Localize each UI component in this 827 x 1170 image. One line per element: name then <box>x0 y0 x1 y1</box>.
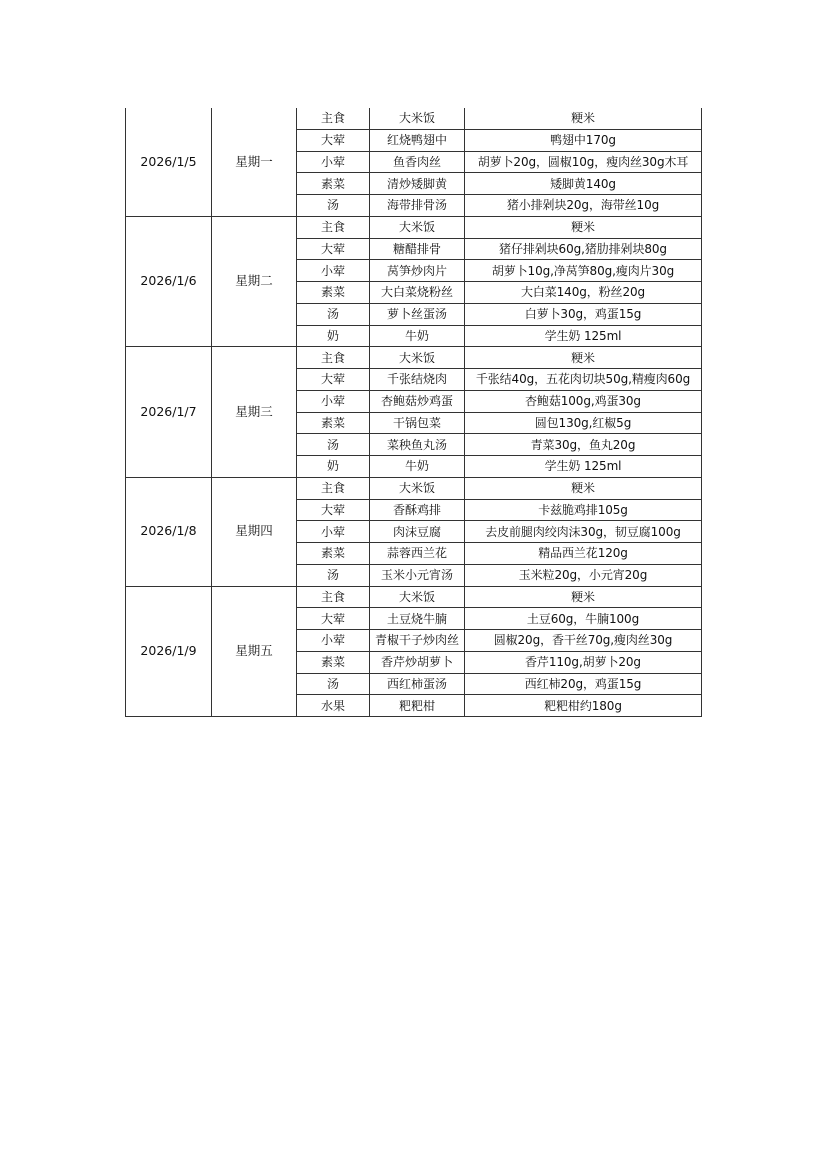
category-cell: 汤 <box>297 195 370 217</box>
menu-row <box>126 347 702 369</box>
category-cell: 奶 <box>297 325 370 347</box>
dish-cell: 大米饭 <box>370 108 465 129</box>
category-cell: 汤 <box>297 673 370 695</box>
category-cell: 主食 <box>297 108 370 129</box>
dish-cell: 清炒矮脚黄 <box>370 173 465 195</box>
category-cell: 汤 <box>297 303 370 325</box>
category-cell: 素菜 <box>297 412 370 434</box>
ingredient-detail-cell: 粳米 <box>465 216 702 238</box>
dish-cell: 香酥鸡排 <box>370 499 465 521</box>
ingredient-detail-cell: 矮脚黄140g <box>465 173 702 195</box>
ingredient-detail-cell: 土豆60g，牛腩100g <box>465 608 702 630</box>
category-cell: 素菜 <box>297 651 370 673</box>
ingredient-detail-cell: 粳米 <box>465 108 702 129</box>
category-cell: 素菜 <box>297 282 370 304</box>
ingredient-detail-cell: 白萝卜30g，鸡蛋15g <box>465 303 702 325</box>
ingredient-detail-cell: 千张结40g，五花肉切块50g,精瘦肉60g <box>465 369 702 391</box>
category-cell: 主食 <box>297 477 370 499</box>
category-cell: 大荤 <box>297 499 370 521</box>
ingredient-detail-cell: 西红柿20g，鸡蛋15g <box>465 673 702 695</box>
dish-cell: 大米饭 <box>370 347 465 369</box>
ingredient-detail-cell: 鸭翅中170g <box>465 129 702 151</box>
category-cell: 主食 <box>297 216 370 238</box>
category-cell: 大荤 <box>297 238 370 260</box>
dish-cell: 肉沫豆腐 <box>370 521 465 543</box>
ingredient-detail-cell: 杏鲍菇100g,鸡蛋30g <box>465 390 702 412</box>
category-cell: 大荤 <box>297 369 370 391</box>
dish-cell: 牛奶 <box>370 325 465 347</box>
date-cell: 2026/1/8 <box>126 477 212 586</box>
weekday-cell: 星期二 <box>212 216 297 347</box>
dish-cell: 莴笋炒肉片 <box>370 260 465 282</box>
dish-cell: 海带排骨汤 <box>370 195 465 217</box>
category-cell: 汤 <box>297 564 370 586</box>
weekday-cell: 星期五 <box>212 586 297 717</box>
dish-cell: 牛奶 <box>370 456 465 478</box>
weekday-cell: 星期四 <box>212 477 297 586</box>
date-cell: 2026/1/6 <box>126 216 212 347</box>
dish-cell: 西红柿蛋汤 <box>370 673 465 695</box>
ingredient-detail-cell: 玉米粒20g，小元宵20g <box>465 564 702 586</box>
ingredient-detail-cell: 卡兹脆鸡排105g <box>465 499 702 521</box>
dish-cell: 蒜蓉西兰花 <box>370 543 465 565</box>
date-cell: 2026/1/9 <box>126 586 212 717</box>
dish-cell: 青椒干子炒肉丝 <box>370 630 465 652</box>
dish-cell: 大白菜烧粉丝 <box>370 282 465 304</box>
category-cell: 大荤 <box>297 608 370 630</box>
dish-cell: 糖醋排骨 <box>370 238 465 260</box>
category-cell: 主食 <box>297 586 370 608</box>
ingredient-detail-cell: 粳米 <box>465 586 702 608</box>
category-cell: 素菜 <box>297 173 370 195</box>
category-cell: 奶 <box>297 456 370 478</box>
ingredient-detail-cell: 粑粑柑约180g <box>465 695 702 717</box>
category-cell: 小荤 <box>297 390 370 412</box>
dish-cell: 干锅包菜 <box>370 412 465 434</box>
dish-cell: 杏鲍菇炒鸡蛋 <box>370 390 465 412</box>
ingredient-detail-cell: 猪小排剁块20g，海带丝10g <box>465 195 702 217</box>
ingredient-detail-cell: 胡萝卜20g，圆椒10g，瘦肉丝30g木耳 <box>465 151 702 173</box>
dish-cell: 香芹炒胡萝卜 <box>370 651 465 673</box>
ingredient-detail-cell: 学生奶 125ml <box>465 325 702 347</box>
ingredient-detail-cell: 精品西兰花120g <box>465 543 702 565</box>
menu-row <box>126 216 702 238</box>
menu-row <box>126 586 702 608</box>
category-cell: 水果 <box>297 695 370 717</box>
dish-cell: 千张结烧肉 <box>370 369 465 391</box>
category-cell: 汤 <box>297 434 370 456</box>
ingredient-detail-cell: 胡萝卜10g,净莴笋80g,瘦肉片30g <box>465 260 702 282</box>
weekday-cell: 星期三 <box>212 347 297 478</box>
dish-cell: 玉米小元宵汤 <box>370 564 465 586</box>
dish-cell: 粑粑柑 <box>370 695 465 717</box>
ingredient-detail-cell: 粳米 <box>465 477 702 499</box>
category-cell: 小荤 <box>297 630 370 652</box>
ingredient-detail-cell: 去皮前腿肉绞肉沫30g，韧豆腐100g <box>465 521 702 543</box>
category-cell: 小荤 <box>297 151 370 173</box>
category-cell: 大荤 <box>297 129 370 151</box>
category-cell: 主食 <box>297 347 370 369</box>
menu-row <box>126 108 702 129</box>
ingredient-detail-cell: 圆包130g,红椒5g <box>465 412 702 434</box>
menu-row <box>126 477 702 499</box>
category-cell: 小荤 <box>297 260 370 282</box>
ingredient-detail-cell: 大白菜140g，粉丝20g <box>465 282 702 304</box>
menu-table-body <box>126 108 702 717</box>
dish-cell: 大米饭 <box>370 586 465 608</box>
dish-cell: 鱼香肉丝 <box>370 151 465 173</box>
ingredient-detail-cell: 粳米 <box>465 347 702 369</box>
dish-cell: 大米饭 <box>370 216 465 238</box>
dish-cell: 大米饭 <box>370 477 465 499</box>
weekly-menu-table <box>125 108 702 717</box>
dish-cell: 萝卜丝蛋汤 <box>370 303 465 325</box>
ingredient-detail-cell: 圆椒20g，香干丝70g,瘦肉丝30g <box>465 630 702 652</box>
weekday-cell: 星期一 <box>212 108 297 216</box>
category-cell: 素菜 <box>297 543 370 565</box>
ingredient-detail-cell: 香芹110g,胡萝卜20g <box>465 651 702 673</box>
dish-cell: 菜秧鱼丸汤 <box>370 434 465 456</box>
dish-cell: 红烧鸭翅中 <box>370 129 465 151</box>
date-cell: 2026/1/7 <box>126 347 212 478</box>
ingredient-detail-cell: 青菜30g，鱼丸20g <box>465 434 702 456</box>
date-cell: 2026/1/5 <box>126 108 212 216</box>
category-cell: 小荤 <box>297 521 370 543</box>
dish-cell: 土豆烧牛腩 <box>370 608 465 630</box>
ingredient-detail-cell: 学生奶 125ml <box>465 456 702 478</box>
ingredient-detail-cell: 猪仔排剁块60g,猪肋排剁块80g <box>465 238 702 260</box>
